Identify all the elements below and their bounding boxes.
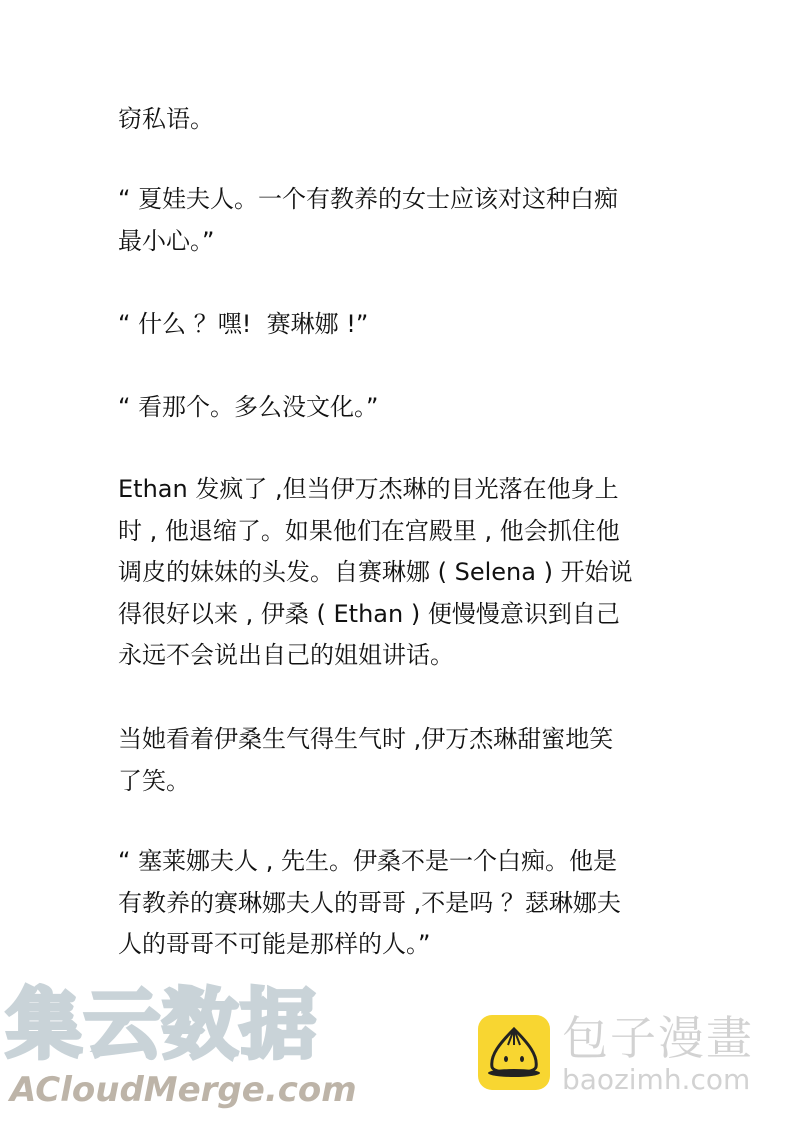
text-line: “ 塞莱娜夫人 , 先生。伊桑不是一个白痴。他是 <box>118 847 617 875</box>
watermark-en: ACloudMerge.com <box>10 1070 357 1110</box>
text-line: 得很好以来 , 伊桑 ( Ethan ) 便慢慢意识到自己 <box>118 599 620 628</box>
text-line: 窃私语。 <box>118 105 214 133</box>
paragraph-5 <box>118 469 633 677</box>
text-line: 人的哥哥不可能是那样的人。” <box>118 930 431 958</box>
text-line: 了笑。 <box>118 766 190 795</box>
brand-cn: 包子漫畫 <box>562 1011 754 1065</box>
text-line: 调皮的妹妹的头发。自赛琳娜 ( Selena ) 开始说 <box>118 558 633 586</box>
text-line: 最小心。” <box>118 226 215 255</box>
paragraph-7 <box>118 841 621 966</box>
text-line: “ 夏娃夫人。一个有教养的女士应该对这种白痴 <box>118 185 619 213</box>
text-line: “ 看那个。多么没文化。” <box>118 393 379 421</box>
paragraph-3 <box>118 304 368 346</box>
text-line: 有教养的赛琳娜夫人的哥哥 ,不是吗 ？瑟琳娜夫 <box>118 888 621 917</box>
paragraph-6 <box>118 719 613 802</box>
paragraph-4 <box>118 387 379 429</box>
watermark-cn: 集云数据 <box>6 980 318 1069</box>
text-line: 永远不会说出自己的姐姐讲话。 <box>118 641 454 669</box>
text-line: Ethan 发疯了 ,但当伊万杰琳的目光落在他身上 <box>118 475 619 503</box>
text-line: 当她看着伊桑生气得生气时 ,伊万杰琳甜蜜地笑 <box>118 725 614 753</box>
baozimh-watermark <box>562 1012 754 1096</box>
acloudmerge-watermark <box>6 980 357 1110</box>
text-line: “ 什么 ？嘿! 赛琳娜 !” <box>118 310 369 338</box>
paragraph-1 <box>118 99 214 141</box>
baozi-logo-icon <box>478 1015 550 1090</box>
paragraph-2 <box>118 179 618 262</box>
text-line: 时 , 他退缩了。如果他们在宫殿里 , 他会抓住他 <box>118 516 620 545</box>
brand-en: baozimh.com <box>562 1063 751 1096</box>
